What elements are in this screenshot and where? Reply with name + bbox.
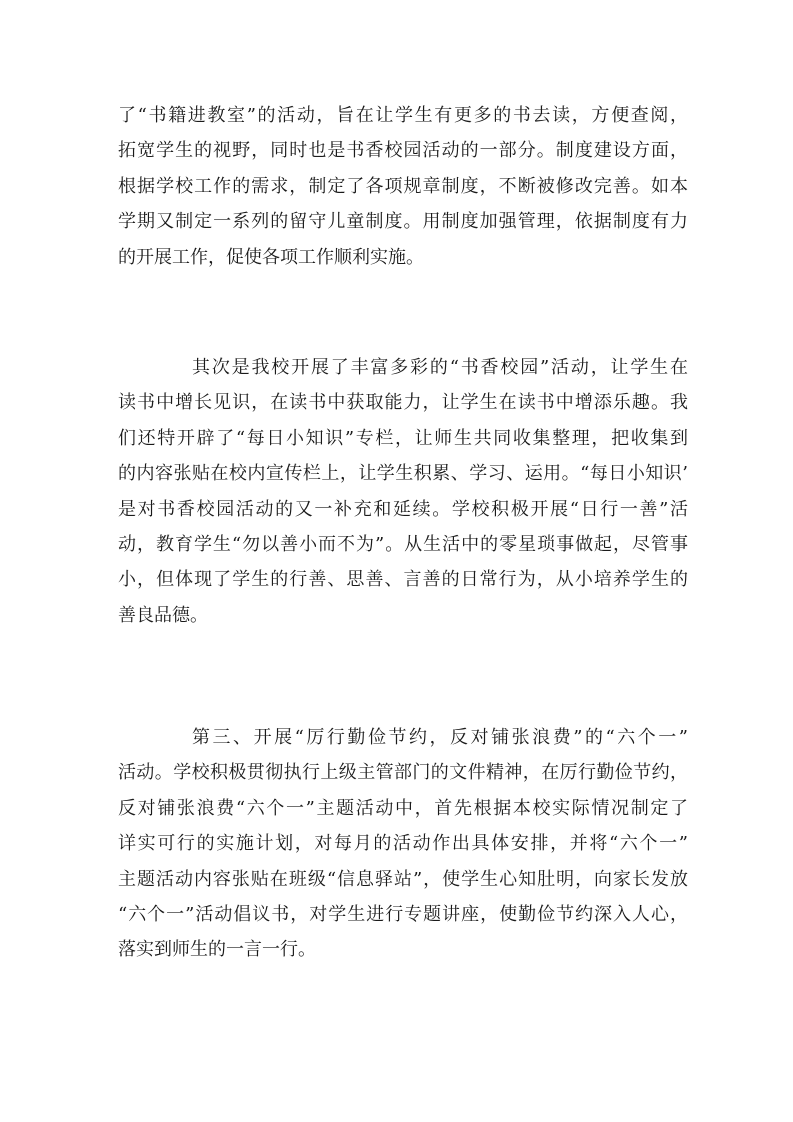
text-line: 主题活动内容张贴在班级“信息驿站”，使学生心知肚明，向家长发放	[118, 868, 688, 890]
text-line: 拓宽学生的视野，同时也是书香校园活动的一部分。制度建设方面，	[118, 140, 688, 162]
text-line: “六个一”活动倡议书，对学生进行专题讲座，使勤俭节约深入人心，	[118, 903, 688, 925]
text-line: 详实可行的实施计划，对每月的活动作出具体安排，并将“六个一”	[118, 833, 688, 855]
text-line: 了“书籍进教室”的活动，旨在让学生有更多的书去读，方便查阅，	[118, 105, 688, 126]
text-line: 根据学校工作的需求，制定了各项规章制度，不断被修改完善。如本	[118, 175, 688, 197]
text-line: 善良品德。	[118, 604, 208, 626]
text-line: 的内容张贴在校内宣传栏上，让学生积累、学习、运用。“每日小知识’	[118, 463, 688, 485]
text-line: 活动。学校积极贯彻执行上级主管部门的文件精神，在厉行勤俭节约，	[118, 762, 688, 784]
text-line: 小，但体现了学生的行善、思善、言善的日常行为，从小培养学生的	[118, 569, 688, 591]
text-line: 读书中增长见识，在读书中获取能力，让学生在读书中增添乐趣。我	[118, 392, 688, 414]
text-line: 落实到师生的一言一行。	[118, 939, 316, 961]
paragraph-1	[118, 98, 688, 275]
paragraph-2	[118, 350, 688, 633]
text-line: 们还特开辟了“每日小知识”专栏，让师生共同收集整理，把收集到	[118, 427, 688, 449]
text-line: 是对书香校园活动的又一补充和延续。学校积极开展“日行一善”活	[118, 498, 688, 520]
text-line: 其次是我校开展了丰富多彩的“书香校园”活动，让学生在	[192, 357, 688, 378]
text-line: 反对铺张浪费“六个一”主题活动中，首先根据本校实际情况制定了	[118, 797, 688, 819]
paragraph-3	[118, 720, 688, 968]
text-line: 第三、开展“厉行勤俭节约，反对铺张浪费”的“六个一”	[192, 727, 688, 748]
text-line: 的开展工作，促使各项工作顺利实施。	[118, 246, 424, 268]
text-line: 动，教育学生“勿以善小而不为”。从生活中的零星琐事做起，尽管事	[118, 533, 688, 555]
text-line: 学期又制定一系列的留守儿童制度。用制度加强管理，依据制度有力	[118, 211, 688, 233]
